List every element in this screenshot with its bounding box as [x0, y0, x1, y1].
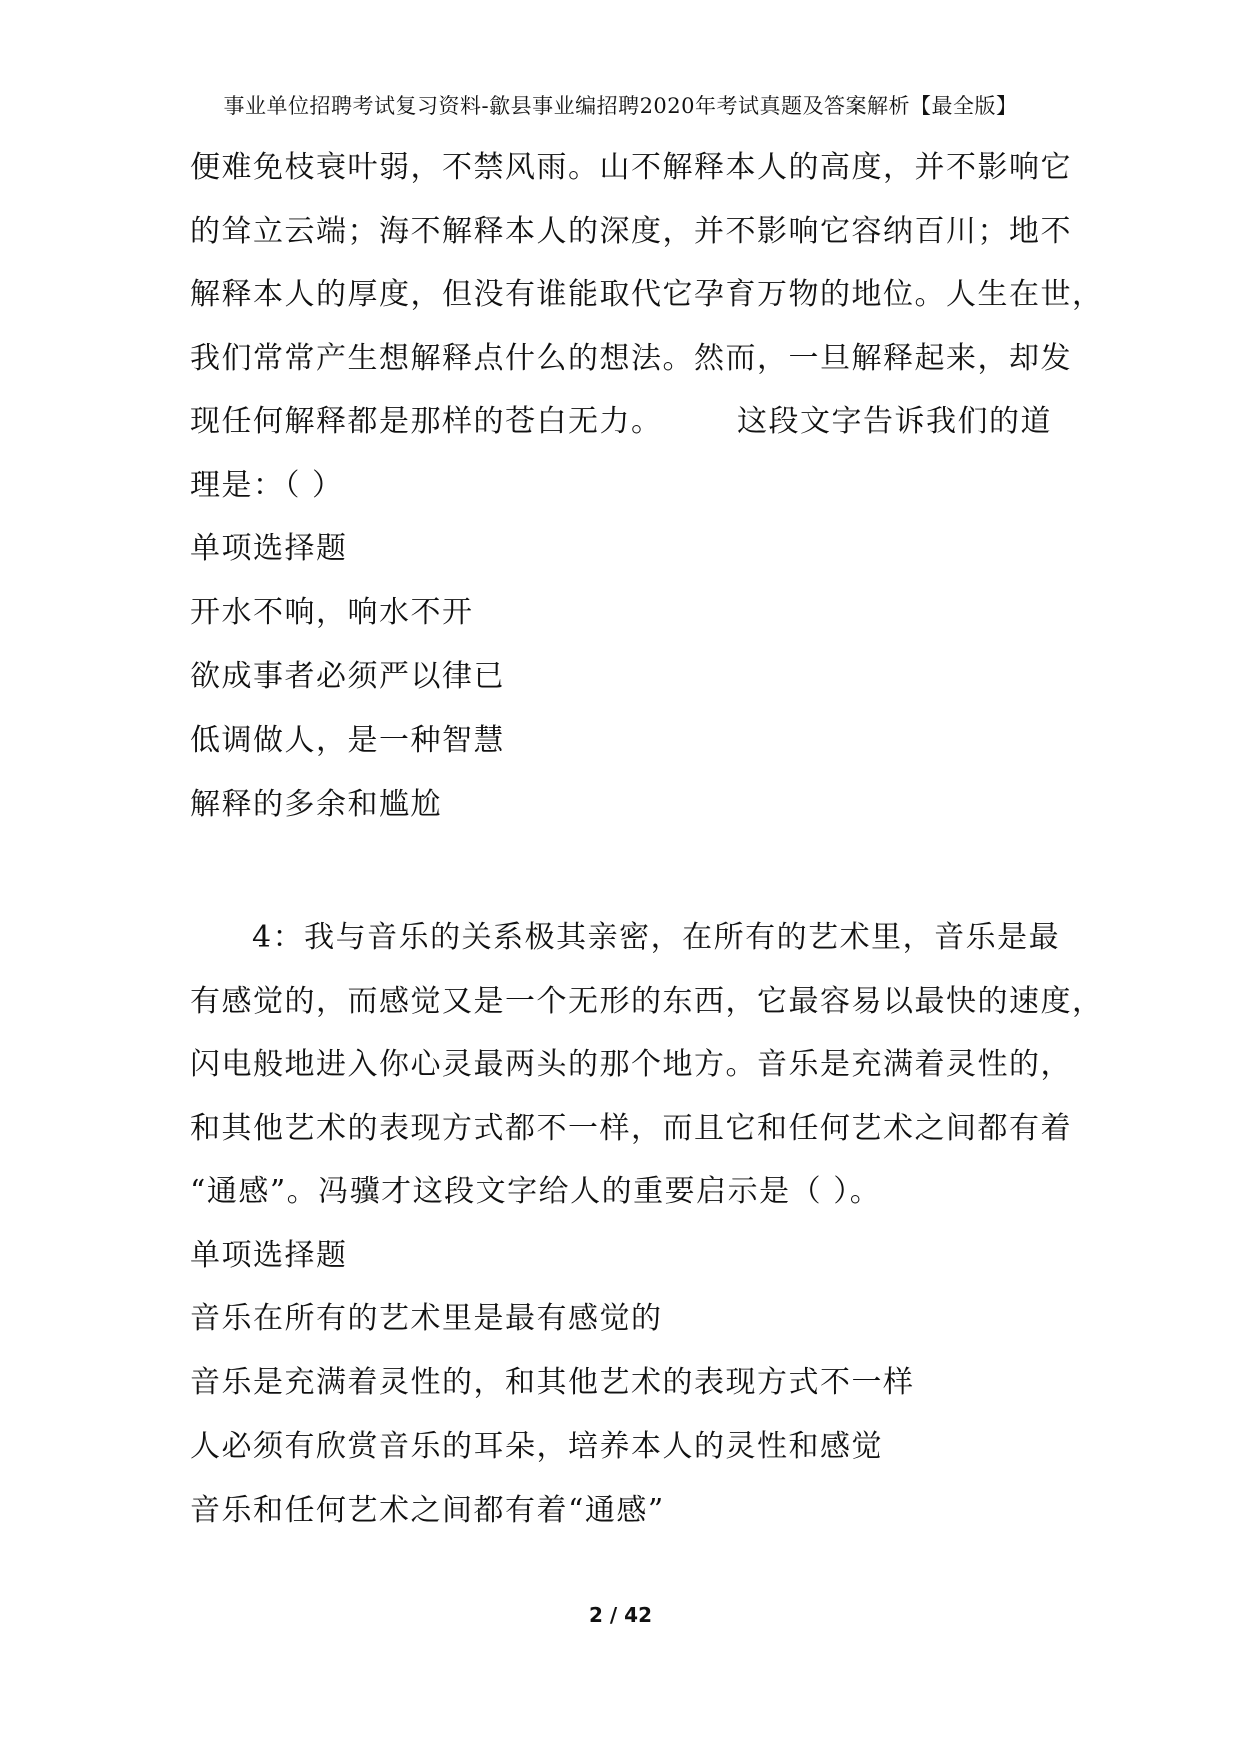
passage-line: 闪电般地进入你心灵最两头的那个地方。音乐是充满着灵性的， [190, 1047, 1072, 1082]
passage-line: 4：我与音乐的关系极其亲密，在所有的艺术里，音乐是最 [252, 920, 1061, 955]
answer-option-a[interactable]: 音乐在所有的艺术里是最有感觉的 [190, 1301, 663, 1336]
answer-option-d[interactable]: 音乐和任何艺术之间都有着“通感” [190, 1493, 665, 1528]
passage-line: 便难免枝衰叶弱，不禁风雨。山不解释本人的高度，并不影响它 [190, 150, 1072, 185]
question-prompt: 这段文字告诉我们的道 [737, 404, 1052, 439]
passage-line: 我们常常产生想解释点什么的想法。然而，一旦解释起来，却发 [190, 340, 1072, 376]
page-number: 2 / 42 [589, 1603, 652, 1627]
question-3-passage [190, 136, 1104, 837]
answer-option-b[interactable]: 欲成事者必须严以律已 [190, 658, 505, 694]
question-4-passage [190, 906, 1104, 1543]
answer-option-c[interactable]: 低调做人，是一种智慧 [190, 722, 505, 758]
answer-option-c[interactable]: 人必须有欣赏音乐的耳朵，培养本人的灵性和感觉 [190, 1429, 883, 1464]
answer-option-d[interactable]: 解释的多余和尴尬 [190, 786, 442, 822]
passage-line-left: 现任何解释都是那样的苍白无力。 [190, 404, 663, 439]
answer-option-a[interactable]: 开水不响，响水不开 [190, 594, 474, 630]
page-header: 事业单位招聘考试复习资料-歙县事业编招聘2020年考试真题及答案解析【最全版】 [223, 94, 1018, 118]
passage-line: 和其他艺术的表现方式都不一样，而且它和任何艺术之间都有着 [190, 1110, 1072, 1146]
passage-line: 解释本人的厚度，但没有谁能取代它孕育万物的地位。人生在世， [190, 277, 1104, 312]
question-type-label: 单项选择题 [190, 531, 348, 566]
passage-line: 有感觉的，而感觉又是一个无形的东西，它最容易以最快的速度， [190, 983, 1104, 1019]
passage-line: 的耸立云端；海不解释本人的深度，并不影响它容纳百川；地不 [190, 213, 1072, 249]
passage-line [190, 390, 1052, 454]
question-prompt-end: 理是：（ ） [190, 467, 344, 503]
answer-option-b[interactable]: 音乐是充满着灵性的，和其他艺术的表现方式不一样 [190, 1365, 915, 1400]
question-type-label: 单项选择题 [190, 1237, 348, 1273]
question-prompt: “通感”。冯骥才这段文字给人的重要启示是（ ）。 [190, 1174, 882, 1209]
